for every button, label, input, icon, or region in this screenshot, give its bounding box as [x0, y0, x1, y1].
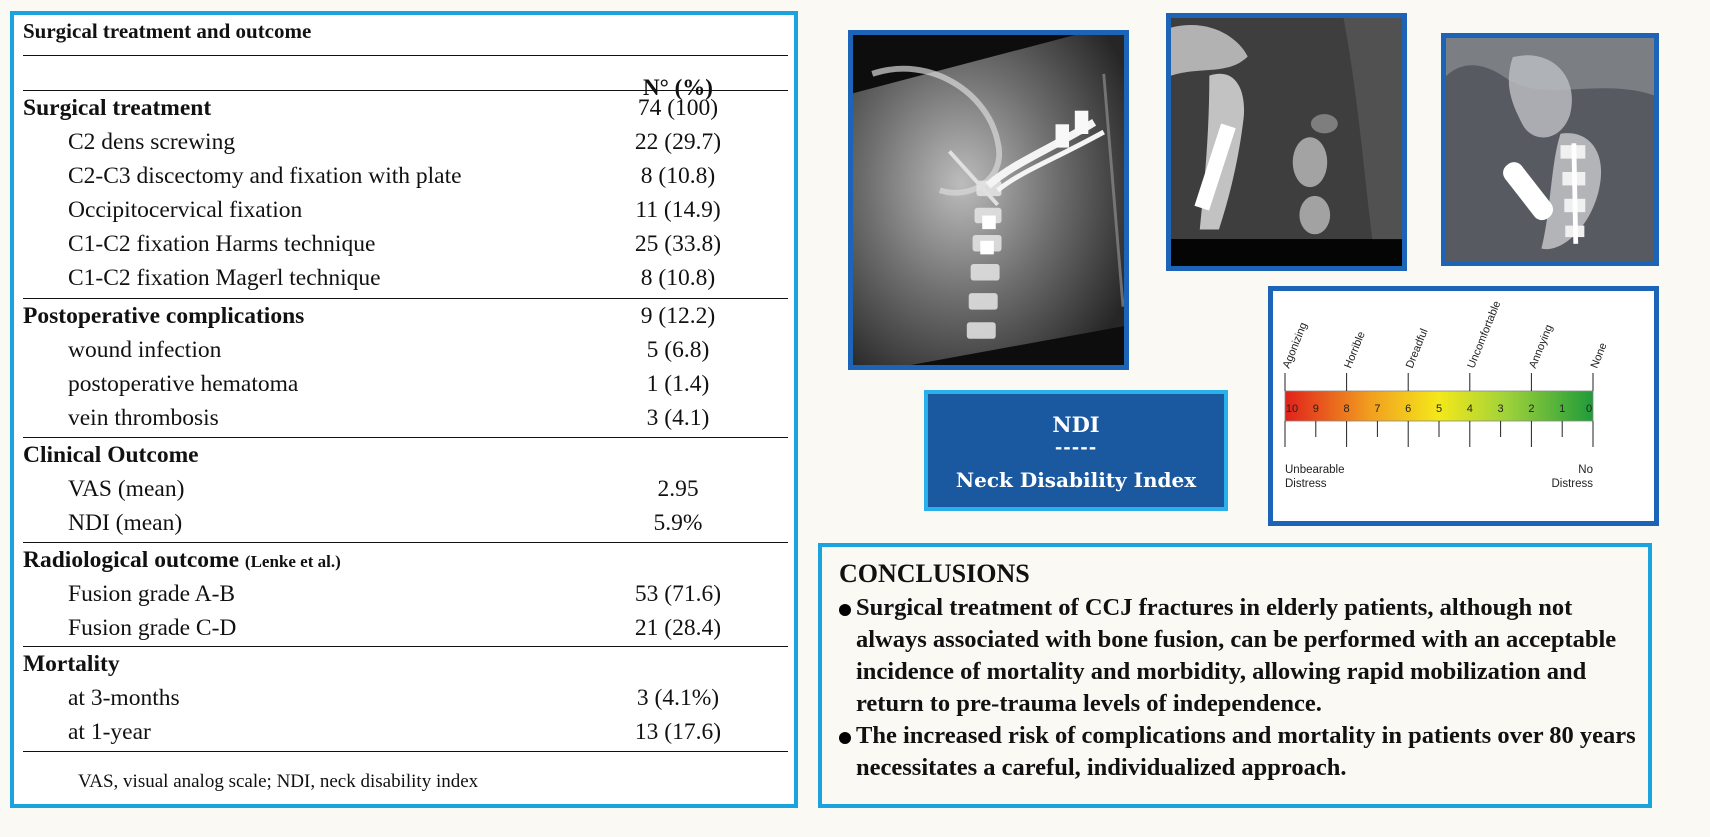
row-label: C2-C3 discectomy and fixation with plate [68, 163, 462, 189]
section-heading [23, 543, 341, 579]
table-row [23, 193, 788, 227]
table-row [23, 261, 788, 295]
scale-number: 3 [1497, 403, 1504, 415]
table-title: Surgical treatment and outcome [23, 19, 312, 43]
row-value: 13 (17.6) [634, 719, 722, 745]
row-label: NDI (mean) [68, 510, 183, 536]
row-label: vein thrombosis [68, 405, 219, 431]
table-row [23, 577, 788, 611]
scale-number: 5 [1435, 403, 1443, 415]
section-heading: Clinical Outcome [23, 442, 199, 468]
section-heading-row [23, 543, 788, 577]
row-label: C2 dens screwing [68, 129, 236, 155]
row-label: C1-C2 fixation Harms technique [68, 231, 376, 257]
no-label: No [1578, 464, 1593, 476]
scale-number: 10 [1285, 403, 1299, 415]
section-heading-row [23, 91, 788, 125]
conclusions-box [818, 543, 1652, 808]
scale-number: 1 [1559, 403, 1566, 415]
pain-scale-graphic [1273, 291, 1654, 521]
table-row [23, 715, 788, 749]
row-value: 5.9% [653, 510, 703, 536]
section-heading: Surgical treatment [23, 95, 212, 121]
xray-graphic [853, 35, 1124, 365]
pain-descriptor: Agonizing [1280, 320, 1310, 371]
distress-label-right: Distress [1551, 478, 1593, 490]
row-label: Occipitocervical fixation [68, 197, 303, 223]
row-label: at 1-year [68, 719, 151, 745]
row-label: wound infection [68, 337, 222, 363]
sagittal-ct-scan-image [1166, 13, 1407, 271]
column-header: N° (%) [643, 75, 713, 100]
row-label: postoperative hematoma [68, 371, 299, 397]
row-value: 25 (33.8) [634, 231, 722, 257]
bullet-icon [839, 604, 851, 616]
section-value: 9 (12.2) [640, 303, 716, 329]
scale-number: 9 [1312, 403, 1319, 415]
table-row [23, 333, 788, 367]
scale-number: 0 [1585, 403, 1593, 415]
section-heading-row [23, 647, 788, 681]
row-value: 53 (71.6) [634, 581, 722, 607]
table-row [23, 472, 788, 506]
table-row [23, 506, 788, 540]
ct-reconstruction-graphic [1446, 38, 1654, 261]
outcome-table [10, 11, 798, 808]
row-label: Fusion grade C-D [68, 615, 237, 641]
table-top-rule [23, 55, 788, 56]
ndi-abbrev: NDI [1052, 412, 1100, 437]
table-footnote: VAS, visual analog scale; NDI, neck disability index [78, 771, 479, 792]
row-value: 21 (28.4) [634, 615, 722, 641]
table-row [23, 159, 788, 193]
row-label: VAS (mean) [68, 476, 185, 502]
table-bottom-rule [23, 751, 788, 752]
conclusion-text: The increased risk of complications and mortality in patients over 80 years necessitates a careful, individualized approach. [856, 722, 1636, 781]
row-value: 3 (4.1) [646, 405, 710, 431]
scale-number: 6 [1405, 403, 1412, 415]
pain-descriptor: Annoying [1527, 323, 1556, 371]
ndi-full-name: Neck Disability Index [955, 468, 1197, 492]
row-label: C1-C2 fixation Magerl technique [68, 265, 381, 291]
ndi-label-box [924, 390, 1228, 511]
pain-descriptor: Uncomfortable [1465, 299, 1504, 371]
scale-number: 4 [1466, 403, 1473, 415]
section-value: 74 (100) [637, 95, 719, 121]
section-heading-row [23, 299, 788, 333]
row-value: 5 (6.8) [646, 337, 710, 363]
row-value: 8 (10.8) [640, 163, 716, 189]
distress-label-left: Distress [1285, 478, 1327, 490]
scale-number: 8 [1343, 403, 1350, 415]
pain-scale-box [1268, 286, 1659, 526]
row-label: at 3-months [68, 685, 180, 711]
row-value: 3 (4.1%) [636, 685, 720, 711]
conclusion-bullet [839, 720, 1639, 784]
unbearable-label: Unbearable [1285, 464, 1345, 476]
section-heading-row [23, 438, 788, 472]
scale-number: 2 [1528, 403, 1535, 415]
ct-scan-graphic [1171, 18, 1402, 266]
sagittal-ct-reconstruction-image [1441, 33, 1659, 266]
conclusions-title: CONCLUSIONS [839, 559, 1030, 588]
section-heading: Mortality [23, 651, 120, 677]
bullet-icon [839, 732, 851, 744]
table-row [23, 367, 788, 401]
row-label: Fusion grade A-B [68, 581, 236, 607]
table-row [23, 611, 788, 645]
scale-number: 7 [1374, 403, 1381, 415]
conclusion-bullet [839, 592, 1639, 720]
section-heading: Postoperative complications [23, 303, 305, 329]
pain-descriptor: None [1588, 341, 1610, 371]
pain-descriptor: Horrible [1342, 329, 1368, 371]
table-row [23, 401, 788, 435]
table-row [23, 125, 788, 159]
row-value: 11 (14.9) [635, 197, 721, 223]
section-heading-text: Radiological outcome [23, 547, 240, 573]
ndi-divider: ----- [1054, 437, 1098, 458]
pain-descriptor: Dreadful [1403, 327, 1431, 371]
row-value: 22 (29.7) [634, 129, 722, 155]
conclusion-text: Surgical treatment of CCJ fractures in elderly patients, although not always associated with bone fusion, can be performed with an acceptable incidence of mortality and morbidity, allowing rapid mobilization and return to pre-trauma levels of independence. [856, 594, 1617, 717]
row-value: 2.95 [657, 476, 699, 502]
table-row [23, 227, 788, 261]
row-value: 8 (10.8) [640, 265, 716, 291]
citation-note: (Lenke et al.) [244, 552, 341, 571]
row-value: 1 (1.4) [646, 371, 710, 397]
lateral-cervical-xray-image [848, 30, 1129, 370]
table-row [23, 681, 788, 715]
